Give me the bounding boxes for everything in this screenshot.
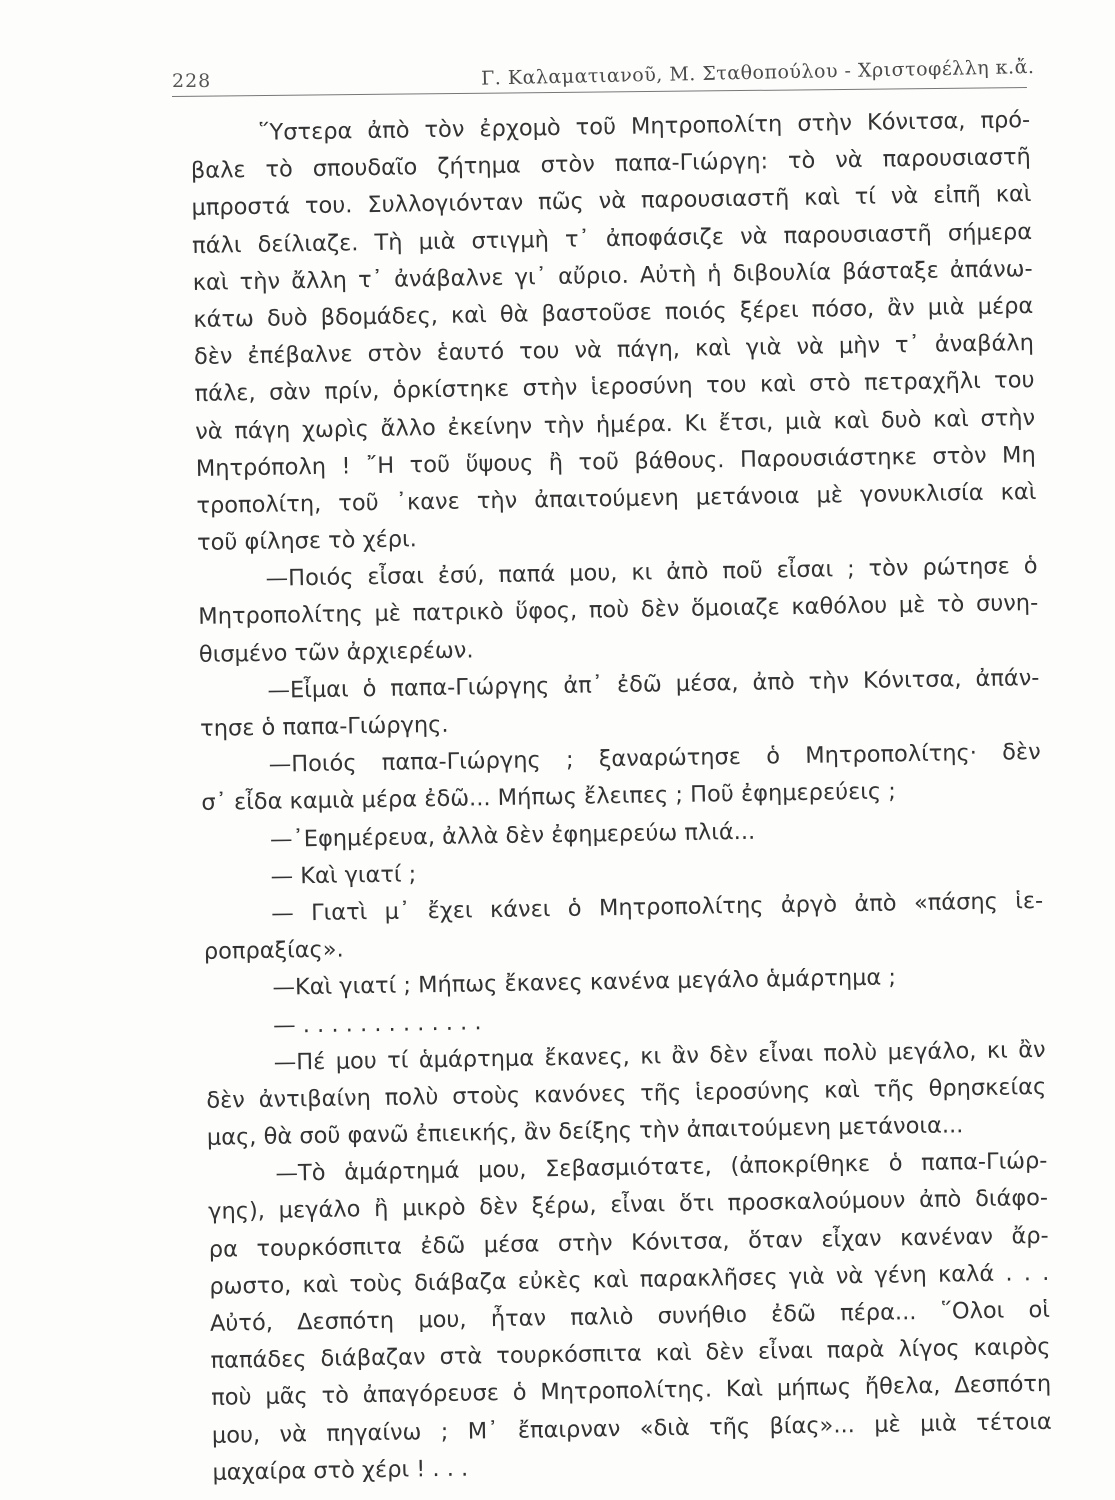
- text-line: μας, θὰ σοῦ φανῶ ἐπιεικής, ἂν δείξης τὴν ἀπαιτούμενη μετάνοια...: [206, 1112, 964, 1151]
- text-line: —Καὶ γιατί ; Μήπως ἔκανες κανένα μεγάλο ἁμάρτημα ;: [272, 964, 897, 1002]
- text-line: καὶ τὴν ἄλλη τ᾽ ἀνάβαλνε γι᾽ αὔριο. Αὐτὴ ἡ διβουλία βάσταξε ἀπάνω-: [192, 255, 1033, 296]
- text-line: —Ποιός εἶσαι ἐσύ, παπά μου, κι ἀπὸ ποῦ εἶσαι ; τὸν ρώτησε ὁ: [265, 553, 1038, 593]
- text-line: πάλι δείλιαζε. Τὴ μιὰ στιγμὴ τ᾽ ἀποφάσιζε νὰ παρουσιαστῆ σήμερα: [191, 218, 1033, 259]
- text-line: δὲν ἐπέβαλνε στὸν ἑαυτό του νὰ πάγη, καὶ γιὰ νὰ μὴν τ᾽ ἀναβάλη: [193, 330, 1035, 371]
- text-line: ποὺ μᾶς τὸ ἀπαγόρευσε ὁ Μητροπολίτης. Καὶ μήπως ἤθελα, Δεσπότη: [211, 1371, 1052, 1412]
- text-line: —Τὸ ἁμάρτημά μου, Σεβασμιότατε, (ἀποκρίθηκε ὁ παπα-Γιώρ-: [275, 1148, 1048, 1187]
- text-line: μαχαίρα στὸ χέρι ! . . .: [212, 1455, 469, 1486]
- text-line: πάλε, σὰν πρίν, ὁρκίστηκε στὴν ἱεροσύνη του καὶ στὸ πετραχῆλι του: [194, 367, 1035, 408]
- text-line: — . . . . . . . . . . . . .: [272, 1008, 482, 1039]
- text-line: ροπραξίας».: [203, 936, 344, 966]
- text-line: μπροστά του. Συλλογιόνταν πῶς νὰ παρουσιαστῆ καὶ τί νὰ εἰπῆ καὶ: [191, 181, 1032, 222]
- text-line: παπάδες διάβαζαν στὰ τουρκόσπιτα καὶ δὲν εἶναι παρὰ λίγος καιρὸς: [210, 1334, 1051, 1375]
- text-line: —Πέ μου τί ἁμάρτημα ἔκανες, κι ἂν δὲν εἶναι πολὺ μεγάλο, κι ἂν: [273, 1036, 1046, 1076]
- text-line: τησε ὁ παπα-Γιώργης.: [199, 711, 449, 742]
- text-line: —᾽Εφημέρευα, ἀλλὰ δὲν ἐφημερεύω πλιά...: [269, 818, 756, 853]
- text-line: θισμένο τῶν ἀρχιερέων.: [198, 636, 474, 668]
- text-line: —Ποιός παπα-Γιώργης ; ξαναρώτησε ὁ Μητροπολίτης· δὲν: [268, 739, 1041, 778]
- text-line: κάτω δυὸ βδομάδες, καὶ θὰ βαστοῦσε ποιός ξέρει πόσο, ἂν μιὰ μέρα: [193, 292, 1034, 333]
- text-line: ρα τουρκόσπιτα ἐδῶ μέσα στὴν Κόνιτσα, ὅταν εἶχαν κανέναν ἄρ-: [208, 1222, 1049, 1263]
- running-head: Γ. Καλαματιανοῦ, Μ. Σταθοπούλου - Χριστοφέλλη κ.ἄ.: [480, 56, 1035, 90]
- text-line: Μητροπολίτης μὲ πατρικὸ ὕφος, ποὺ δὲν ὅμοιαζε καθόλου μὲ τὸ συνη-: [198, 590, 1039, 631]
- text-line: Αὐτό, Δεσπότη μου, ἦταν παλιὸ συνήθιο ἐδῶ πέρα... ῞Ολοι οἱ: [209, 1296, 1051, 1337]
- text-line: γης), μεγάλο ἢ μικρὸ δὲν ξέρω, εἶναι ὅτι προσκαλούμουν ἀπὸ διάφο-: [207, 1185, 1049, 1226]
- text-line: τροπολίτη, τοῦ ᾽κανε τὴν ἀπαιτούμενη μετάνοια μὲ γονυκλισία καὶ: [196, 478, 1037, 519]
- text-line: — Γιατὶ μ᾽ ἔχει κάνει ὁ Μητροπολίτης ἀργὸ ἀπὸ «πάσης ἱε-: [271, 887, 1044, 927]
- body-text: [190, 102, 1053, 1492]
- text-line: μου, νὰ πηγαίνω ; Μ᾽ ἔπαιρναν «διὰ τῆς βίας»... μὲ μιὰ τέτοια: [211, 1408, 1052, 1449]
- page-number: 228: [172, 70, 212, 92]
- text-line: —Εἶμαι ὁ παπα-Γιώργης ἀπ᾽ ἐδῶ μέσα, ἀπὸ τὴν Κόνιτσα, ἀπάν-: [267, 664, 1040, 704]
- text-line: Μητρόπολη ! ῎Η τοῦ ὕψους ἢ τοῦ βάθους. Παρουσιάστηκε στὸν Μη: [195, 441, 1036, 482]
- text-line: δὲν ἀντιβαίνη πολὺ στοὺς κανόνες τῆς ἱεροσύνης καὶ τῆς θρησκείας: [206, 1073, 1047, 1114]
- text-line: — Καὶ γιατί ;: [270, 861, 417, 890]
- text-line: τοῦ φίλησε τὸ χέρι.: [196, 526, 418, 557]
- text-line: ρωστο, καὶ τοὺς διάβαζα εὐκὲς καὶ παρακλῆσες γιὰ νὰ γένη καλά . . .: [209, 1259, 1050, 1300]
- text-line: ῞Υστερα ἀπὸ τὸν ἐρχομὸ τοῦ Μητροπολίτη στὴν Κόνιτσα, πρό-: [258, 107, 1031, 146]
- text-line: νὰ πάγη χωρὶς ἄλλο ἐκείνην τὴν ἡμέρα. Κι ἔτσι, μιὰ καὶ δυὸ καὶ στὴν: [195, 404, 1036, 445]
- text-line: βαλε τὸ σπουδαῖο ζήτημα στὸν παπα-Γιώργη: τὸ νὰ παρουσιαστῆ: [190, 144, 1032, 185]
- text-line: σ᾽ εἶδα καμιὰ μέρα ἐδῶ... Μήπως ἔλειπες ; Ποῦ ἐφημερεύεις ;: [201, 778, 897, 817]
